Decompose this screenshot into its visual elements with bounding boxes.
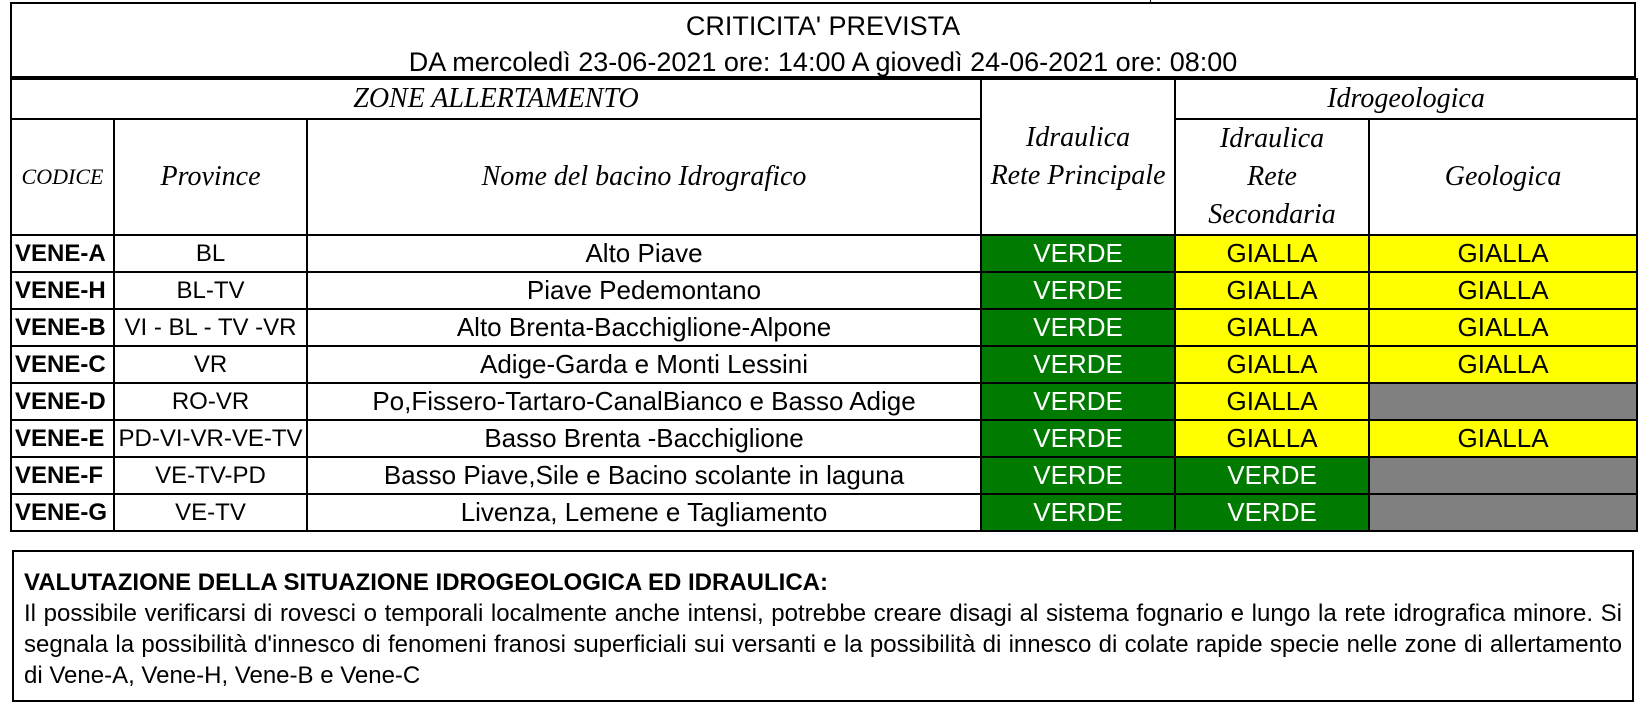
column-header-rete-principale-line2: Rete Principale bbox=[990, 160, 1166, 191]
column-header-rete-principale bbox=[981, 79, 1175, 235]
zone-province: RO-VR bbox=[114, 383, 307, 420]
forecast-period: DA mercoledì 23-06-2021 ore: 14:00 A giovedì 24-06-2021 ore: 08:00 bbox=[408, 47, 1238, 77]
column-header-rete-principale-line1: Idraulica bbox=[1025, 122, 1131, 153]
alert-zones-table bbox=[10, 78, 1638, 532]
status-rete-secondaria: GIALLA bbox=[1175, 346, 1369, 383]
status-geologica bbox=[1369, 383, 1637, 420]
zone-province: VE-TV bbox=[114, 494, 307, 531]
forecast-header bbox=[10, 2, 1636, 78]
status-geologica: GIALLA bbox=[1369, 420, 1637, 457]
zone-province: BL bbox=[114, 235, 307, 272]
column-header-rete-secondaria-line3: Secondaria bbox=[1208, 199, 1336, 230]
status-rete-secondaria: VERDE bbox=[1175, 494, 1369, 531]
zone-code: VENE-F bbox=[11, 457, 114, 494]
zone-province: VR bbox=[114, 346, 307, 383]
zone-code: VENE-C bbox=[11, 346, 114, 383]
zone-code: VENE-H bbox=[11, 272, 114, 309]
status-rete-principale: VERDE bbox=[981, 457, 1175, 494]
status-rete-secondaria: GIALLA bbox=[1175, 420, 1369, 457]
table-row bbox=[11, 494, 1637, 531]
status-geologica: GIALLA bbox=[1369, 309, 1637, 346]
zone-province: PD-VI-VR-VE-TV bbox=[114, 420, 307, 457]
column-header-rete-secondaria bbox=[1175, 119, 1369, 235]
status-geologica: GIALLA bbox=[1369, 272, 1637, 309]
zone-bacino: Po,Fissero-Tartaro-CanalBianco e Basso Adige bbox=[307, 383, 981, 420]
table-row bbox=[11, 420, 1637, 457]
table-row bbox=[11, 457, 1637, 494]
zone-province: VE-TV-PD bbox=[114, 457, 307, 494]
zone-province: VI - BL - TV -VR bbox=[114, 309, 307, 346]
group-header-idrogeologica: Idrogeologica bbox=[1175, 79, 1637, 119]
forecast-title: CRITICITA' PREVISTA bbox=[685, 11, 961, 41]
evaluation-text: Il possibile verificarsi di rovesci o temporali localmente anche intensi, potrebbe creare disagi al sistema fognario e lungo la rete idrografica minore. Si segnala la possibilità d'innesco di fenomeni franosi superficiali sui versanti e la possibilità di innesco di colate rapide specie nelle zone di allertamento di Vene-A, Vene-H, Vene-B e Vene-C bbox=[24, 600, 1622, 689]
status-rete-secondaria: GIALLA bbox=[1175, 235, 1369, 272]
zone-code: VENE-G bbox=[11, 494, 114, 531]
status-rete-principale: VERDE bbox=[981, 383, 1175, 420]
status-rete-secondaria: GIALLA bbox=[1175, 272, 1369, 309]
evaluation-box bbox=[12, 550, 1634, 702]
zone-province: BL-TV bbox=[114, 272, 307, 309]
column-header-rete-secondaria-line2: Rete bbox=[1247, 161, 1297, 192]
column-header-bacino: Nome del bacino Idrografico bbox=[307, 119, 981, 235]
zone-bacino: Alto Brenta-Bacchiglione-Alpone bbox=[307, 309, 981, 346]
column-header-province: Province bbox=[114, 119, 307, 235]
table-row bbox=[11, 383, 1637, 420]
table-row bbox=[11, 346, 1637, 383]
table-row bbox=[11, 235, 1637, 272]
group-header-zone: ZONE ALLERTAMENTO bbox=[11, 79, 981, 119]
table-row bbox=[11, 272, 1637, 309]
status-geologica bbox=[1369, 457, 1637, 494]
zone-bacino: Basso Piave,Sile e Bacino scolante in laguna bbox=[307, 457, 981, 494]
evaluation-title: VALUTAZIONE DELLA SITUAZIONE IDROGEOLOGICA ED IDRAULICA: bbox=[24, 569, 828, 596]
status-geologica: GIALLA bbox=[1369, 346, 1637, 383]
status-rete-secondaria: GIALLA bbox=[1175, 309, 1369, 346]
status-rete-principale: VERDE bbox=[981, 235, 1175, 272]
column-header-codice: CODICE bbox=[11, 119, 114, 235]
zone-bacino: Livenza, Lemene e Tagliamento bbox=[307, 494, 981, 531]
status-rete-principale: VERDE bbox=[981, 272, 1175, 309]
status-rete-principale: VERDE bbox=[981, 494, 1175, 531]
table-column-header-row bbox=[11, 119, 1637, 235]
status-rete-principale: VERDE bbox=[981, 420, 1175, 457]
status-rete-principale: VERDE bbox=[981, 346, 1175, 383]
status-geologica: GIALLA bbox=[1369, 235, 1637, 272]
zone-bacino: Alto Piave bbox=[307, 235, 981, 272]
column-header-geologica: Geologica bbox=[1369, 119, 1637, 235]
status-rete-principale: VERDE bbox=[981, 309, 1175, 346]
status-geologica bbox=[1369, 494, 1637, 531]
column-header-rete-secondaria-line1: Idraulica bbox=[1219, 123, 1325, 154]
zone-bacino: Adige-Garda e Monti Lessini bbox=[307, 346, 981, 383]
status-rete-secondaria: VERDE bbox=[1175, 457, 1369, 494]
zone-code: VENE-E bbox=[11, 420, 114, 457]
table-row bbox=[11, 309, 1637, 346]
status-rete-secondaria: GIALLA bbox=[1175, 383, 1369, 420]
table-group-header-row bbox=[11, 79, 1637, 119]
zone-code: VENE-D bbox=[11, 383, 114, 420]
zone-bacino: Piave Pedemontano bbox=[307, 272, 981, 309]
zone-bacino: Basso Brenta -Bacchiglione bbox=[307, 420, 981, 457]
zone-code: VENE-B bbox=[11, 309, 114, 346]
zone-code: VENE-A bbox=[11, 235, 114, 272]
